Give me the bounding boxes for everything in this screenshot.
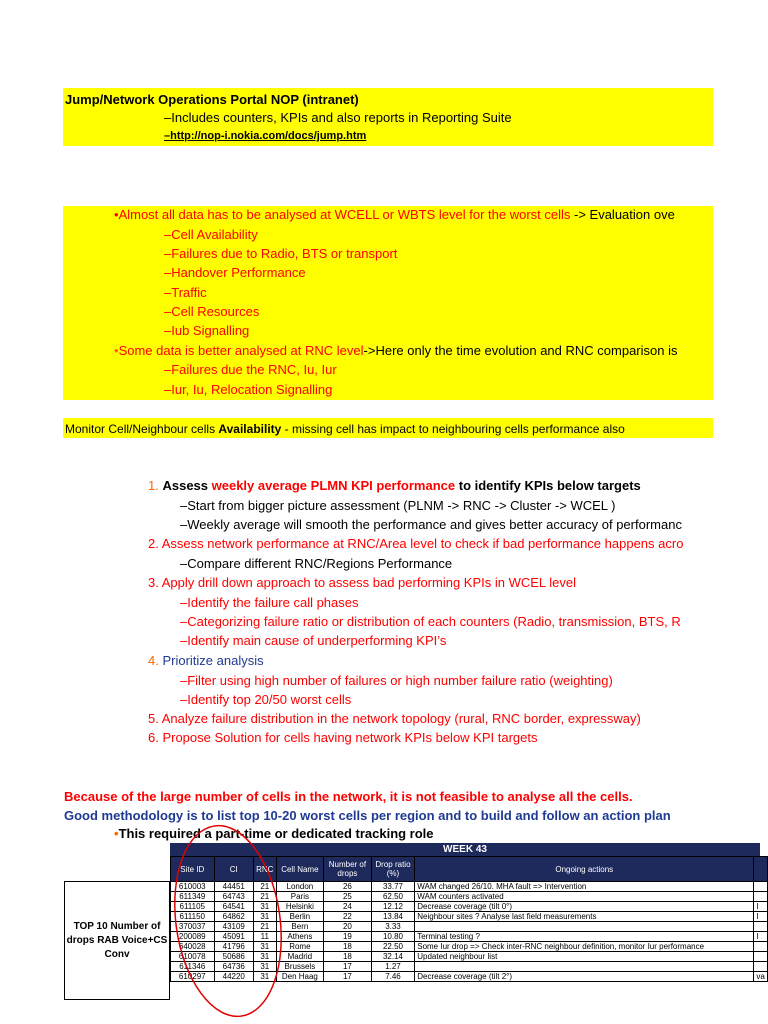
week-header: WEEK 43 (170, 843, 760, 856)
cell-actions: Decrease coverage (tilt 0°) (415, 902, 754, 912)
cell-extra: va (754, 972, 768, 982)
cell-ci: 44451 (214, 882, 253, 892)
bullet-marker: • (114, 207, 119, 222)
cell-actions (415, 922, 754, 932)
cell-actions: WAM counters activated (415, 892, 754, 902)
cell-ci: 44220 (214, 972, 253, 982)
cell-actions: WAM changed 26/10. MHA fault => Intervention (415, 882, 754, 892)
step-4-sub: –Filter using high number of failures or high number failure ratio (weighting) (180, 673, 613, 688)
bullet-rnc (114, 343, 677, 358)
cell-rnc: 31 (253, 942, 276, 952)
cell-site-id: 200089 (171, 932, 215, 942)
cell-drop-ratio: 22.50 (371, 942, 415, 952)
cell-rnc: 31 (253, 952, 276, 962)
cell-drop-ratio: 33.77 (371, 882, 415, 892)
step-3-sub: –Identify the failure call phases (180, 595, 359, 610)
step-3-sub: –Identify main cause of underperforming KPI’s (180, 633, 447, 648)
col-extra (754, 857, 768, 882)
cell-site-id: 610078 (171, 952, 215, 962)
bottom-line-1: Because of the large number of cells in the network, it is not feasible to analyse all the cells. (64, 789, 633, 804)
monitor-pre: Monitor Cell/Neighbour cells (65, 422, 219, 436)
step-2-sub: –Compare different RNC/Regions Performance (180, 556, 453, 571)
cell-rnc: 11 (253, 932, 276, 942)
step-4-sub: –Identify top 20/50 worst cells (180, 692, 352, 707)
bullet-wcell (114, 207, 675, 222)
cell-rnc: 31 (253, 902, 276, 912)
cell-site-id: 640028 (171, 942, 215, 952)
cell-rnc: 21 (253, 892, 276, 902)
step-1-a: Assess (162, 478, 212, 493)
cell-name: Berlin (276, 912, 324, 922)
bullet-rnc-red: Some data is better analysed at RNC level (118, 343, 364, 358)
cell-ci: 50686 (214, 952, 253, 962)
step-4-number: 4. (148, 653, 159, 668)
step-6: 6. Propose Solution for cells having network KPIs below KPI targets (148, 730, 538, 745)
wcell-item: –Handover Performance (164, 265, 306, 280)
step-4 (148, 653, 264, 668)
cell-drops: 19 (324, 932, 372, 942)
monitor-text (65, 422, 625, 436)
cell-site-id: 370037 (171, 922, 215, 932)
step-5: 5. Analyze failure distribution in the network topology (rural, RNC border, expressway) (148, 711, 641, 726)
step-1 (148, 478, 641, 493)
cell-site-id: 611346 (171, 962, 215, 972)
cell-extra (754, 892, 768, 902)
step-4-label: Prioritize analysis (158, 653, 264, 668)
col-drop-ratio: Drop ratio (%) (371, 857, 415, 882)
col-rnc: RNC (253, 857, 276, 882)
cell-site-id: 611150 (171, 912, 215, 922)
wcell-item: –Iub Signalling (164, 323, 250, 338)
step-1-sub: –Start from bigger picture assessment (PLNM -> RNC -> Cluster -> WCEL ) (180, 498, 616, 513)
step-1-b: weekly average PLMN KPI performance (211, 478, 456, 493)
wcell-item: –Failures due to Radio, BTS or transport (164, 246, 398, 261)
cell-rnc: 21 (253, 922, 276, 932)
cell-drops: 17 (324, 972, 372, 982)
cell-drop-ratio: 1.27 (371, 962, 415, 972)
cell-extra (754, 962, 768, 972)
cell-drops: 24 (324, 902, 372, 912)
cell-rnc: 21 (253, 882, 276, 892)
cell-site-id: 610003 (171, 882, 215, 892)
cell-drop-ratio: 12.12 (371, 902, 415, 912)
bullet-rnc-black: ->Here only the time evolution and RNC comparison is (363, 343, 678, 358)
cell-drops: 22 (324, 912, 372, 922)
cell-extra (754, 942, 768, 952)
table-side-label (64, 881, 170, 1000)
cell-drop-ratio: 3.33 (371, 922, 415, 932)
cell-drop-ratio: 10.80 (371, 932, 415, 942)
cell-site-id: 611105 (171, 902, 215, 912)
step-1-c: to identify KPIs below targets (455, 478, 641, 493)
cell-ci: 45091 (214, 932, 253, 942)
cell-name: Den Haag (276, 972, 324, 982)
cell-drop-ratio: 32.14 (371, 952, 415, 962)
cell-drops: 26 (324, 882, 372, 892)
col-site-id: Site ID (171, 857, 215, 882)
col-ci: CI (214, 857, 253, 882)
cell-name: Helsinki (276, 902, 324, 912)
wcell-item: –Cell Resources (164, 304, 260, 319)
cell-drops: 20 (324, 922, 372, 932)
step-2: 2. Assess network performance at RNC/Area level to check if bad performance happens acro (148, 536, 684, 551)
cell-drop-ratio: 7.46 (371, 972, 415, 982)
col-drops: Number of drops (324, 857, 372, 882)
cell-drops: 17 (324, 962, 372, 972)
cell-actions: Decrease coverage (tilt 2°) (415, 972, 754, 982)
cell-actions: Terminal testing ? (415, 932, 754, 942)
monitor-post: - missing cell has impact to neighbouring cells performance also (281, 422, 625, 436)
bullet-marker: • (114, 343, 119, 358)
bullet-marker: • (114, 826, 119, 841)
cell-rnc: 31 (253, 972, 276, 982)
bottom-line-2: Good methodology is to list top 10-20 worst cells per region and to build and follow an action plan (64, 808, 671, 823)
red-circle-annotation (160, 818, 300, 1024)
cell-actions: Neighbour sites ? Analyse last field measurements (415, 912, 754, 922)
cell-site-id: 610297 (171, 972, 215, 982)
cell-actions: Updated neighbour list (415, 952, 754, 962)
cell-name: Paris (276, 892, 324, 902)
cell-rnc: 31 (253, 912, 276, 922)
bullet-wcell-black: -> Evaluation ove (570, 207, 675, 222)
step-1-sub: –Weekly average will smooth the performance and gives better accuracy of performanc (180, 517, 682, 532)
cell-site-id: 611349 (171, 892, 215, 902)
cell-name: Madrid (276, 952, 324, 962)
cell-name: Brussels (276, 962, 324, 972)
cell-drops: 18 (324, 952, 372, 962)
cell-name: Bern (276, 922, 324, 932)
cell-extra (754, 922, 768, 932)
nop-line: –Includes counters, KPIs and also reports in Reporting Suite (164, 110, 512, 125)
cell-actions: Some Iur drop => Check inter-RNC neighbour definition, monitor Iur performance (415, 942, 754, 952)
cell-ci: 64862 (214, 912, 253, 922)
cell-name: London (276, 882, 324, 892)
cell-rnc: 31 (253, 962, 276, 972)
col-actions: Ongoing actions (415, 857, 754, 882)
step-1-number: 1. (148, 478, 159, 493)
cell-extra: I (754, 902, 768, 912)
cell-drops: 18 (324, 942, 372, 952)
cell-ci: 64743 (214, 892, 253, 902)
nop-title: Jump/Network Operations Portal NOP (intranet) (65, 92, 359, 107)
bullet-wcell-red: Almost all data has to be analysed at WCELL or WBTS level for the worst cells (118, 207, 571, 222)
cell-ci: 64736 (214, 962, 253, 972)
nop-link[interactable]: –http://nop-i.nokia.com/docs/jump.htm (164, 130, 367, 142)
cell-drops: 25 (324, 892, 372, 902)
cell-extra (754, 882, 768, 892)
col-cell-name: Cell Name (276, 857, 324, 882)
analysis-highlight (63, 206, 713, 400)
rnc-item: –Failures due the RNC, Iu, Iur (164, 362, 337, 377)
bottom-line-3-text: This required a part-time or dedicated tracking role (118, 826, 434, 841)
cell-extra: I (754, 912, 768, 922)
wcell-item: –Traffic (164, 285, 207, 300)
wcell-item: –Cell Availability (164, 227, 258, 242)
monitor-bold: Availability (218, 422, 282, 436)
cell-drop-ratio: 13.84 (371, 912, 415, 922)
step-3: 3. Apply drill down approach to assess bad performing KPIs in WCEL level (148, 575, 577, 590)
cell-actions (415, 962, 754, 972)
cell-extra: I (754, 932, 768, 942)
cell-name: Athens (276, 932, 324, 942)
step-3-sub: –Categorizing failure ratio or distribution of each counters (Radio, transmission, BTS, R (180, 614, 681, 629)
cell-extra (754, 952, 768, 962)
cell-ci: 43109 (214, 922, 253, 932)
cell-ci: 64541 (214, 902, 253, 912)
rnc-item: –Iur, Iu, Relocation Signalling (164, 382, 333, 397)
cell-ci: 41796 (214, 942, 253, 952)
cell-name: Rome (276, 942, 324, 952)
cell-drop-ratio: 62.50 (371, 892, 415, 902)
table-side-label-text: TOP 10 Number of drops RAB Voice+CS Conv (66, 920, 168, 960)
